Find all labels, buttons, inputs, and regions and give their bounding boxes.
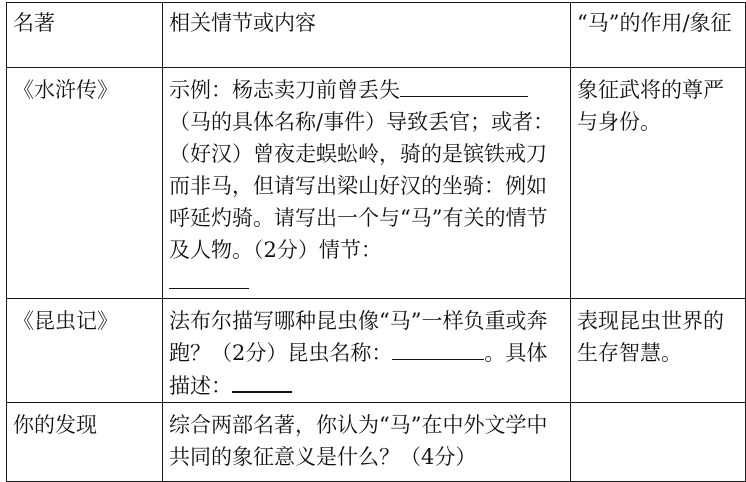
content-text: 示例：杨志卖刀前曾丢失 [169, 78, 400, 102]
header-row [7, 3, 746, 68]
header-symbol: “马”的作用/象征 [571, 3, 746, 68]
table-row [7, 299, 746, 403]
content-cell [163, 299, 571, 403]
symbol-cell[interactable] [571, 403, 746, 482]
table-row [7, 403, 746, 482]
header-content: 相关情节或内容 [163, 3, 571, 68]
book-title: 你的发现 [7, 403, 163, 482]
content-text: （马的具体名称/事件）导致丢官；或者：（好汉）曾夜走蜈蚣岭，骑的是镔铁戒刀而非马，但请写出梁山好汉的坐骑：例如呼延灼骑。请写出一个与“马”有关的情节及人物。（2分）情节： [169, 110, 555, 262]
table-row [7, 68, 746, 299]
literature-table [6, 2, 746, 482]
content-cell [163, 68, 571, 299]
symbol-cell: 象征武将的尊严与身份。 [571, 68, 746, 299]
book-title: 《昆虫记》 [7, 299, 163, 403]
answer-blank[interactable] [392, 337, 484, 360]
symbol-cell: 表现昆虫世界的生存智慧。 [571, 299, 746, 403]
content-text: 法布尔描写哪种昆虫像“马”一样负重或奔跑？（2分）昆虫名称： [169, 309, 548, 365]
answer-blank[interactable] [232, 369, 292, 393]
header-book: 名著 [7, 3, 163, 68]
content-text: 。具体描述： [169, 341, 548, 398]
content-cell: 综合两部名著，你认为“马”在中外文学中共同的象征意义是什么？（4分） [163, 403, 571, 482]
book-title: 《水浒传》 [7, 68, 163, 299]
answer-blank[interactable] [169, 266, 249, 289]
answer-blank[interactable] [400, 74, 528, 97]
